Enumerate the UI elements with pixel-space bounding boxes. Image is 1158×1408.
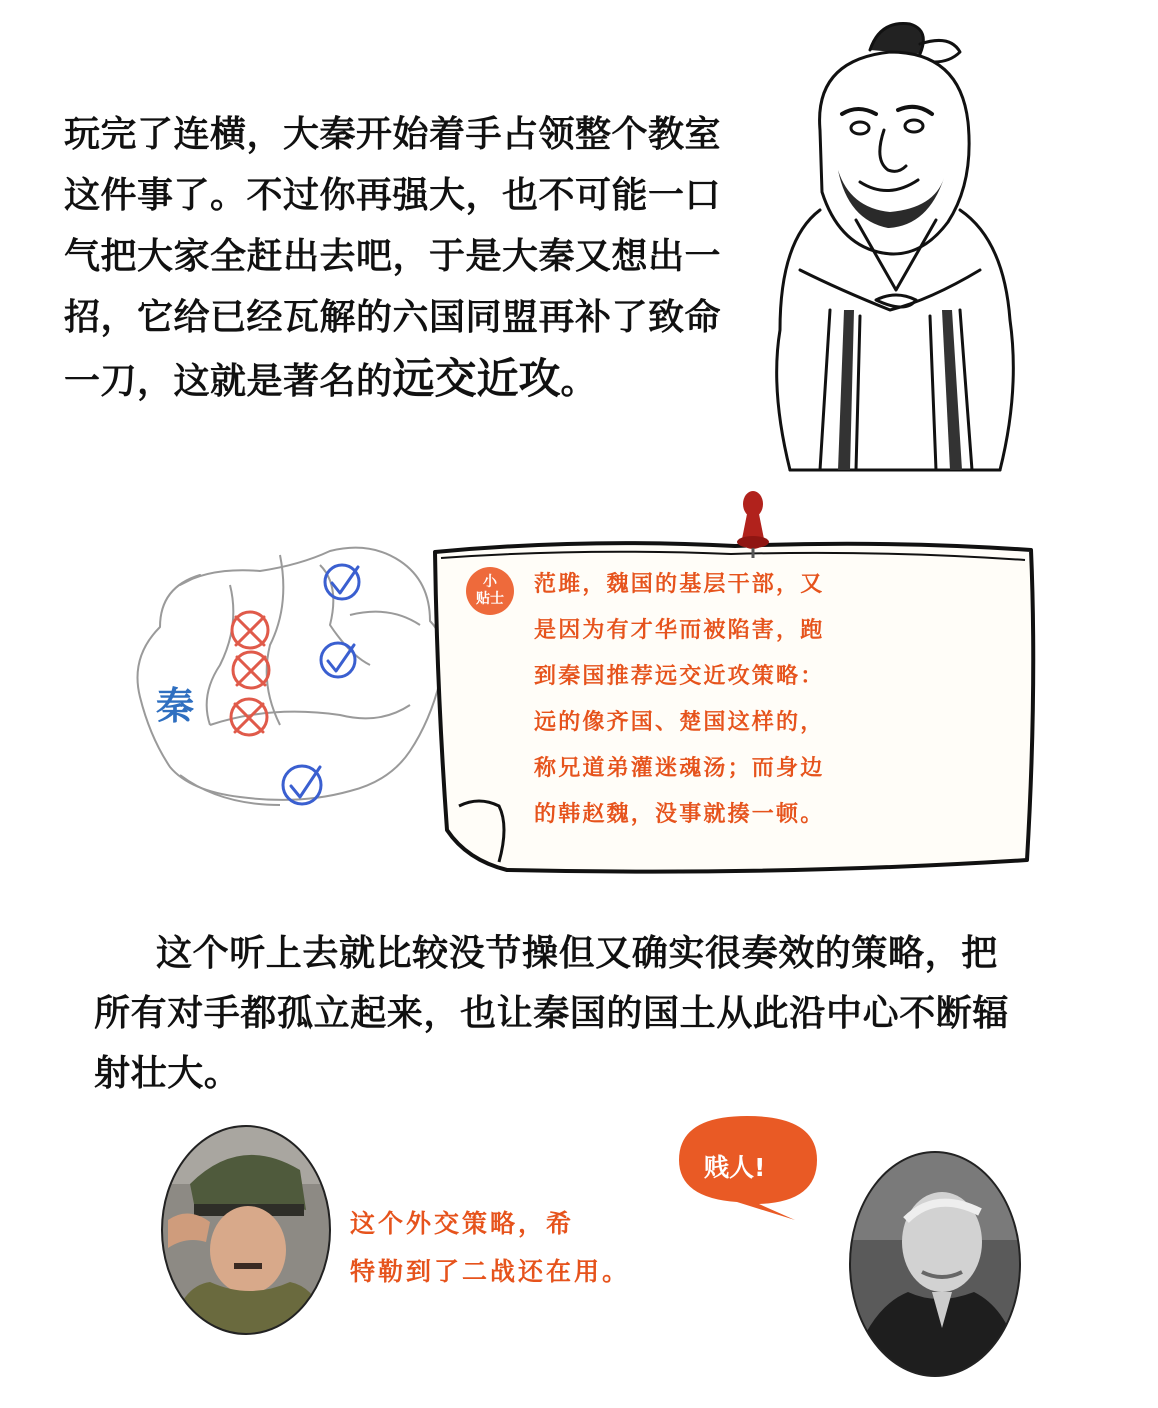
tip-badge-bottom: 贴士 bbox=[476, 591, 504, 607]
sage-cartoon-illustration bbox=[760, 10, 1020, 488]
portrait-photo-right bbox=[848, 1150, 1022, 1378]
tip-text bbox=[534, 562, 954, 838]
tip-badge-top: 小 bbox=[483, 574, 497, 590]
map-label-qin: 秦 bbox=[156, 684, 195, 728]
intro-line: 气把大家全赶出去吧，于是大秦又想出一 bbox=[64, 236, 722, 277]
tip-line: 到秦国推荐远交近攻策略： bbox=[534, 664, 825, 689]
intro-last-line bbox=[64, 348, 754, 409]
intro-line: 招，它给已经瓦解的六国同盟再补了致命 bbox=[64, 297, 722, 338]
tip-badge bbox=[466, 567, 514, 615]
middle-line: 射壮大。 bbox=[94, 1053, 241, 1094]
tip-line: 远的像齐国、楚国这样的， bbox=[534, 710, 825, 735]
tip-line: 的韩赵魏，没事就揍一顿。 bbox=[534, 802, 825, 827]
intro-line: 这件事了。不过你再强大，也不可能一口 bbox=[64, 175, 722, 216]
middle-line: 所有对手都孤立起来，也让秦国的国土从此沿中心不断辐 bbox=[94, 993, 1010, 1034]
intro-last-prefix: 一刀，这就是著名的 bbox=[64, 361, 393, 402]
intro-line: 玩完了连横，大秦开始着手占领整个教室 bbox=[64, 114, 722, 155]
tip-line: 是因为有才华而被陷害，跑 bbox=[534, 618, 825, 643]
portrait-photo-left bbox=[160, 1124, 332, 1336]
caption-line: 这个外交策略，希 bbox=[350, 1209, 575, 1238]
intro-paragraph bbox=[64, 104, 754, 409]
tip-line: 称兄道弟灌迷魂汤；而身边 bbox=[534, 756, 825, 781]
middle-paragraph bbox=[94, 924, 1054, 1104]
intro-highlight-term: 远交近攻 bbox=[392, 354, 561, 403]
tip-line: 范雎，魏国的基层干部，又 bbox=[534, 572, 825, 597]
intro-last-suffix: 。 bbox=[560, 361, 598, 402]
middle-line: 这个听上去就比较没节操但又确实很奏效的策略，把 bbox=[156, 933, 998, 974]
caption-line: 特勒到了二战还在用。 bbox=[350, 1257, 631, 1286]
bottom-caption bbox=[350, 1200, 630, 1296]
speech-bubble-text: 贱人! bbox=[704, 1153, 766, 1182]
